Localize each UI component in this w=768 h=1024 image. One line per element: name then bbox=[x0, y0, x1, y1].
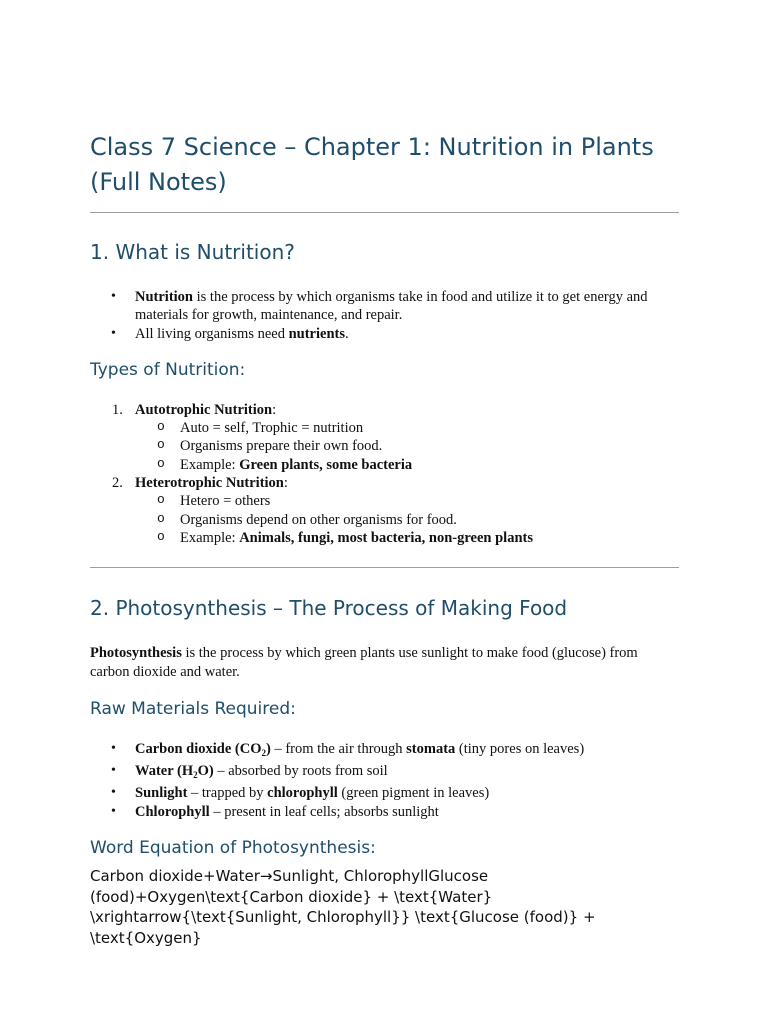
page-title: Class 7 Science – Chapter 1: Nutrition in Plants (Full Notes) bbox=[90, 133, 654, 196]
sub-list-item: o Example: Green plants, some bacteria bbox=[180, 456, 679, 474]
sub-list-item: o Hetero = others bbox=[180, 492, 679, 510]
word-equation: Carbon dioxide+Water→Sunlight, ChlorophyllGlucose (food)+Oxygen\text{Carbon dioxide} + \text{Water} \xrightarrow{\text{Sunlight, Chlorophyll}} \text{Glucose (food)} + \text{Oxygen} bbox=[90, 867, 596, 947]
list-item-water: • Water $(H_2O)$ – absorbed by roots from soil bbox=[135, 762, 679, 784]
sub-list-item: o Organisms depend on other organisms for food. bbox=[180, 511, 679, 529]
list-item-carbon-dioxide: • Carbon dioxide $(CO_2)$ – from the air through stomata (tiny pores on leaves) bbox=[135, 740, 679, 762]
list-item: • All living organisms need nutrients. bbox=[135, 325, 679, 343]
list-item-sunlight: • Sunlight – trapped by chlorophyll (green pigment in leaves) bbox=[135, 784, 679, 802]
list-item-heterotrophic: 2. Heterotrophic Nutrition: o Hetero = others o Organisms depend on other organisms for food. o Example: Animals, fungi, most bacteria, non-green plants bbox=[135, 474, 679, 547]
list-item-chlorophyll: • Chlorophyll – present in leaf cells; absorbs sunlight bbox=[135, 803, 679, 821]
photosynthesis-paragraph: Photosynthesis is the process by which green plants use sunlight to make food (glucose) from carbon dioxide and water. bbox=[90, 645, 638, 680]
section-heading-photosynthesis: 2. Photosynthesis – The Process of Making Food bbox=[90, 596, 568, 621]
subheading-word-equation: Word Equation of Photosynthesis: bbox=[90, 838, 376, 859]
sub-list-item: o Organisms prepare their own food. bbox=[180, 437, 679, 455]
document-page bbox=[90, 130, 679, 948]
sub-list-item: o Auto = self, Trophic = nutrition bbox=[180, 419, 679, 437]
list-item: • Nutrition is the process by which organisms take in food and utilize it to get energy and materials for growth, maintenance, and repair. bbox=[135, 288, 679, 325]
raw-materials-list bbox=[90, 740, 679, 821]
types-numbered-list bbox=[90, 401, 679, 547]
subheading-types-of-nutrition: Types of Nutrition: bbox=[90, 359, 246, 380]
sub-list-item: o Example: Animals, fungi, most bacteria, non-green plants bbox=[180, 529, 679, 547]
section-heading-nutrition: 1. What is Nutrition? bbox=[90, 240, 295, 264]
list-item-autotrophic: 1. Autotrophic Nutrition: o Auto = self, Trophic = nutrition o Organisms prepare their own food. o Example: Green plants, some bacteria bbox=[135, 401, 679, 474]
nutrition-bullet-list bbox=[90, 288, 679, 343]
subheading-raw-materials: Raw Materials Required: bbox=[90, 698, 296, 719]
